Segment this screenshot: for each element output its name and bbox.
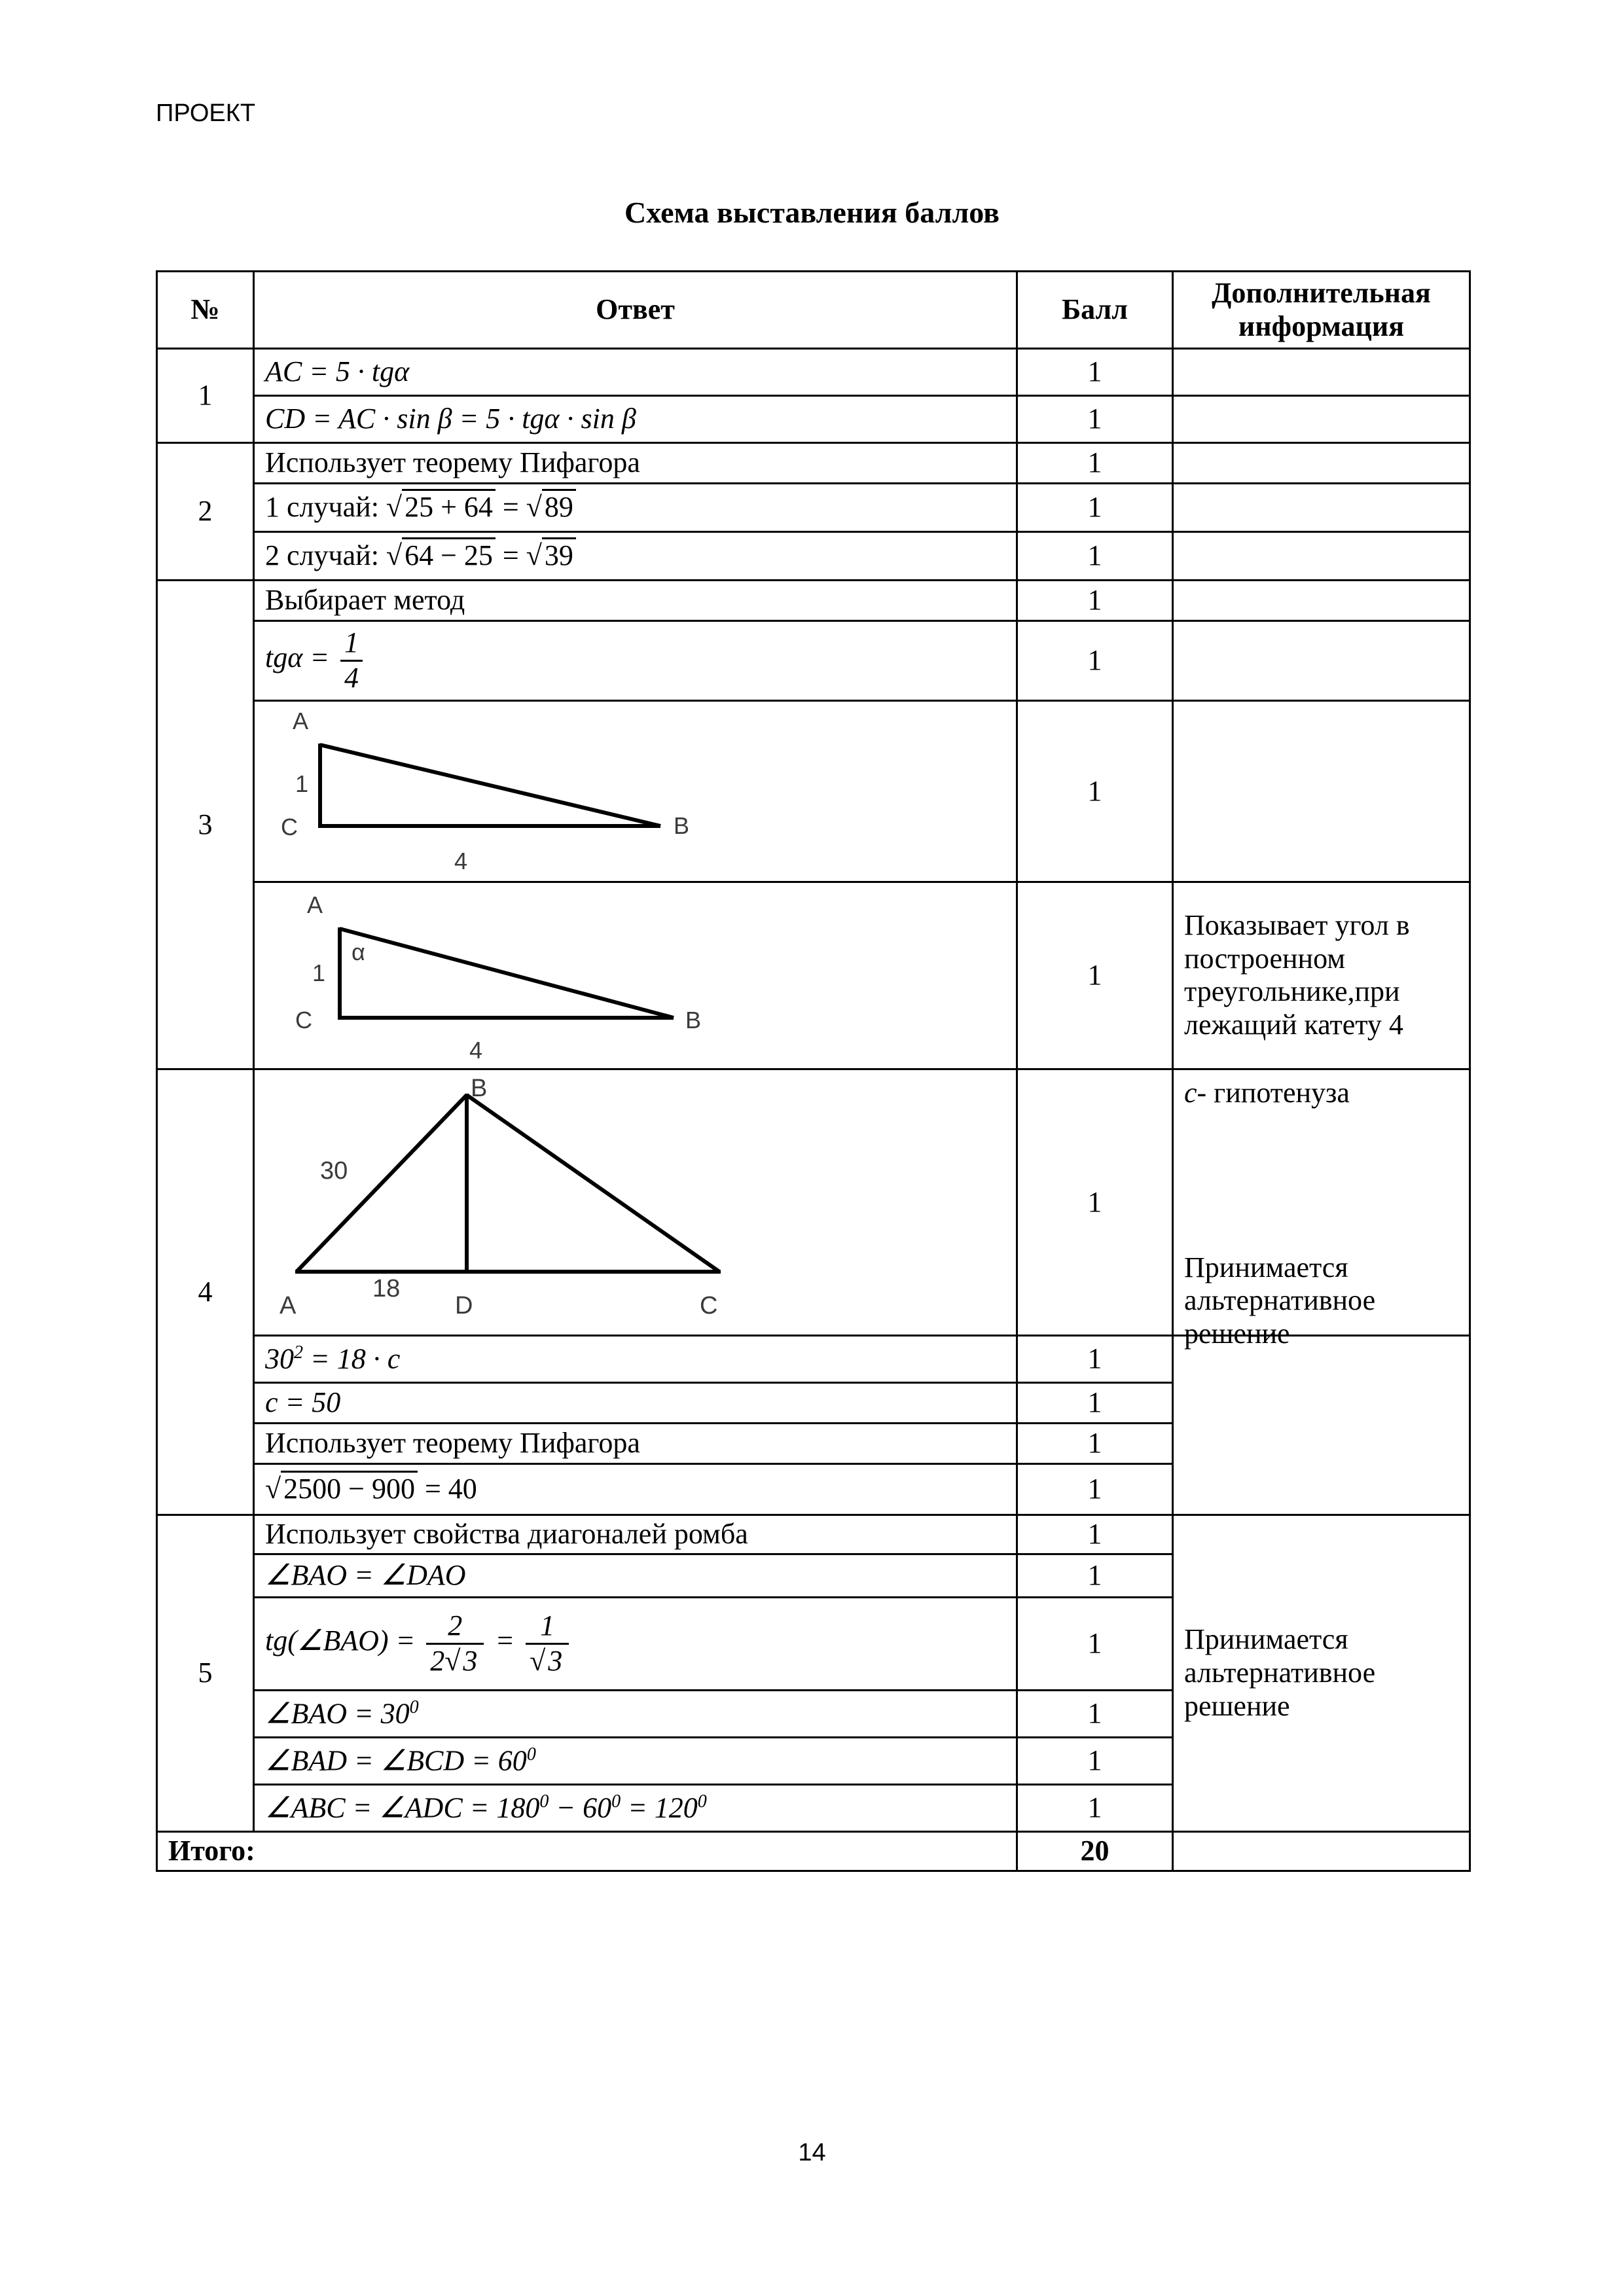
- side-ab-label: 30: [320, 1157, 348, 1185]
- table-row: [157, 443, 1470, 484]
- degree-mark: 0: [611, 1791, 621, 1812]
- extra-cell: [1173, 1831, 1470, 1871]
- points-cell: 1: [1017, 1423, 1173, 1463]
- triangle-with-angle-diagram: [255, 883, 713, 1061]
- angle-alpha-label: α: [352, 938, 365, 965]
- points-cell: 1: [1017, 1335, 1173, 1382]
- project-label: ПРОЕКТ: [156, 99, 256, 127]
- fraction: [340, 626, 363, 694]
- table-row: [157, 349, 1470, 396]
- radicand: 3: [545, 1643, 565, 1677]
- points-cell: 1: [1017, 1515, 1173, 1554]
- table-row: [157, 621, 1470, 701]
- table-row: [157, 396, 1470, 443]
- answer-cell: [254, 1069, 1017, 1336]
- segment-ad-label: 18: [372, 1275, 401, 1303]
- triangle-with-height-diagram: [255, 1070, 778, 1327]
- sqrt-expression: √25 + 64: [386, 491, 496, 524]
- answer-cell: [254, 1784, 1017, 1831]
- vertex-b-label: B: [471, 1075, 488, 1103]
- leg-1-label: 1: [295, 770, 309, 797]
- extra-cell: [1173, 1515, 1470, 1831]
- degree-mark: 0: [539, 1791, 549, 1812]
- extra-cell: [1173, 621, 1470, 701]
- header-extra: Дополнительная информация: [1173, 272, 1470, 349]
- table-row: [157, 581, 1470, 621]
- points-cell: 1: [1017, 443, 1173, 484]
- triangle-diagram: [255, 702, 713, 873]
- vertex-c-label: C: [700, 1292, 718, 1320]
- page-number: 14: [798, 2139, 826, 2166]
- task-number: 1: [157, 349, 254, 443]
- table-row: [157, 484, 1470, 532]
- task-number: 2: [157, 443, 254, 581]
- extra-cell: [1173, 701, 1470, 882]
- table-header-row: [157, 272, 1470, 349]
- extra-cell: [1173, 349, 1470, 396]
- leg-1-label: 1: [312, 959, 326, 986]
- answer-cell: Использует свойства диагоналей ромба: [254, 1515, 1017, 1554]
- hypotenuse-variable: c: [1184, 1077, 1197, 1109]
- extra-cell: [1173, 581, 1470, 621]
- header-answer: Ответ: [254, 272, 1017, 349]
- vertex-b-label: B: [685, 1006, 702, 1033]
- vertex-a-label: A: [280, 1292, 297, 1320]
- radicand: 25 + 64: [402, 489, 496, 523]
- alternative-note: Принимается альтернативное решение: [1184, 1251, 1376, 1350]
- numerator: 1: [340, 626, 363, 662]
- answer-cell: [254, 532, 1017, 581]
- coefficient: 2: [430, 1644, 445, 1677]
- equals-sign: =: [495, 1624, 515, 1657]
- points-cell: 1: [1017, 1069, 1173, 1336]
- total-row: [157, 1831, 1470, 1871]
- answer-cell: ∠BAO = ∠DAO: [254, 1554, 1017, 1597]
- header-num: №: [157, 272, 254, 349]
- points-cell: 1: [1017, 882, 1173, 1069]
- extra-cell: Показывает угол в построенном треугольнике,при лежащий катету 4: [1173, 882, 1470, 1069]
- formula-rest: = 18 · c: [310, 1342, 401, 1375]
- sqrt-result: √89: [526, 491, 576, 524]
- leg-4-label: 4: [454, 848, 468, 873]
- base: 30: [265, 1342, 294, 1375]
- leg-4-label: 4: [469, 1036, 483, 1061]
- degree-mark: 0: [409, 1696, 419, 1717]
- table-row: [157, 701, 1470, 882]
- page-title: Схема выставления баллов: [624, 196, 1000, 229]
- formula: ∠BAD = ∠BCD = 60: [265, 1744, 527, 1777]
- points-cell: 1: [1017, 1554, 1173, 1597]
- exponent: 2: [294, 1342, 303, 1363]
- points-cell: 1: [1017, 349, 1173, 396]
- numerator: 1: [526, 1609, 569, 1645]
- degree-mark: 0: [526, 1744, 536, 1765]
- task-number: 5: [157, 1515, 254, 1831]
- denominator: 4: [344, 662, 359, 694]
- points-cell: 1: [1017, 1690, 1173, 1737]
- denominator: [526, 1645, 569, 1678]
- points-cell: 1: [1017, 581, 1173, 621]
- formula-lhs: tg(∠BAO) =: [265, 1624, 416, 1657]
- case-label: 1 случай:: [265, 491, 379, 524]
- table-row: [157, 1335, 1470, 1382]
- fraction: [526, 1609, 569, 1677]
- fraction: [426, 1609, 484, 1677]
- radicand: 89: [542, 489, 576, 523]
- hypotenuse-note: - гипотенуза: [1197, 1077, 1350, 1109]
- points-cell: 1: [1017, 532, 1173, 581]
- points-cell: 1: [1017, 1784, 1173, 1831]
- points-cell: 1: [1017, 1737, 1173, 1784]
- formula-lhs: tgα =: [265, 641, 330, 674]
- extra-cell: [1173, 532, 1470, 581]
- total-label: Итого:: [157, 1831, 1017, 1871]
- radicand: 39: [542, 537, 576, 571]
- sqrt: √3: [530, 1645, 565, 1678]
- points-cell: 1: [1017, 396, 1173, 443]
- extra-cell: [1173, 443, 1470, 484]
- vertex-a-label: A: [307, 891, 323, 918]
- sqrt-result: √39: [526, 539, 576, 573]
- answer-cell: CD = AC · sin β = 5 · tgα · sin β: [254, 396, 1017, 443]
- answer-cell: AC = 5 · tgα: [254, 349, 1017, 396]
- answer-cell: [254, 1597, 1017, 1690]
- numerator: 2: [426, 1609, 484, 1645]
- formula-rest: = 40: [424, 1472, 477, 1505]
- vertex-c-label: C: [295, 1006, 312, 1033]
- vertex-d-label: D: [455, 1292, 473, 1320]
- extra-cell: [1173, 1251, 1470, 1515]
- answer-cell: [254, 1690, 1017, 1737]
- radicand: 64 − 25: [402, 537, 496, 571]
- points-cell: 1: [1017, 621, 1173, 701]
- vertex-c-label: C: [281, 814, 298, 840]
- answer-cell: c = 50: [254, 1382, 1017, 1423]
- denominator: [426, 1645, 484, 1678]
- extra-cell: [1173, 484, 1470, 532]
- answer-cell: [254, 1463, 1017, 1515]
- answer-cell: [254, 484, 1017, 532]
- alternative-note: Принимается альтернативное решение: [1184, 1623, 1376, 1722]
- points-cell: 1: [1017, 484, 1173, 532]
- radicand: 3: [460, 1643, 480, 1677]
- equals-sign: =: [502, 539, 519, 572]
- points-cell: 1: [1017, 1463, 1173, 1515]
- formula-part: − 60: [549, 1791, 612, 1824]
- radicand: 2500 − 900: [281, 1471, 418, 1505]
- scoring-table: [156, 270, 1471, 1872]
- task-number: 4: [157, 1069, 254, 1515]
- table-row: [157, 1515, 1470, 1554]
- sqrt-expression: √2500 − 900: [265, 1473, 418, 1506]
- task-number: 3: [157, 581, 254, 1069]
- answer-cell: [254, 1737, 1017, 1784]
- table-row: [157, 532, 1470, 581]
- formula-part: = 120: [621, 1791, 698, 1824]
- answer-cell: [254, 701, 1017, 882]
- answer-cell: Выбирает метод: [254, 581, 1017, 621]
- answer-cell: [254, 621, 1017, 701]
- vertex-b-label: B: [674, 812, 690, 839]
- answer-cell: [254, 882, 1017, 1069]
- points-cell: 1: [1017, 1597, 1173, 1690]
- table-row: [157, 882, 1470, 1069]
- total-value: 20: [1017, 1831, 1173, 1871]
- degree-mark: 0: [697, 1791, 707, 1812]
- points-cell: 1: [1017, 701, 1173, 882]
- sqrt: √3: [444, 1645, 480, 1678]
- extra-cell: [1173, 396, 1470, 443]
- answer-cell: Использует теорему Пифагора: [254, 443, 1017, 484]
- sqrt-expression: √64 − 25: [386, 539, 496, 573]
- answer-cell: [254, 1335, 1017, 1382]
- answer-cell: Использует теорему Пифагора: [254, 1423, 1017, 1463]
- formula: ∠BAO = 30: [265, 1697, 410, 1730]
- vertex-a-label: A: [293, 708, 309, 734]
- formula-part: ∠ABC = ∠ADC = 180: [265, 1791, 540, 1824]
- case-label: 2 случай:: [265, 539, 379, 572]
- equals-sign: =: [502, 491, 519, 524]
- points-cell: 1: [1017, 1382, 1173, 1423]
- header-points: Балл: [1017, 272, 1173, 349]
